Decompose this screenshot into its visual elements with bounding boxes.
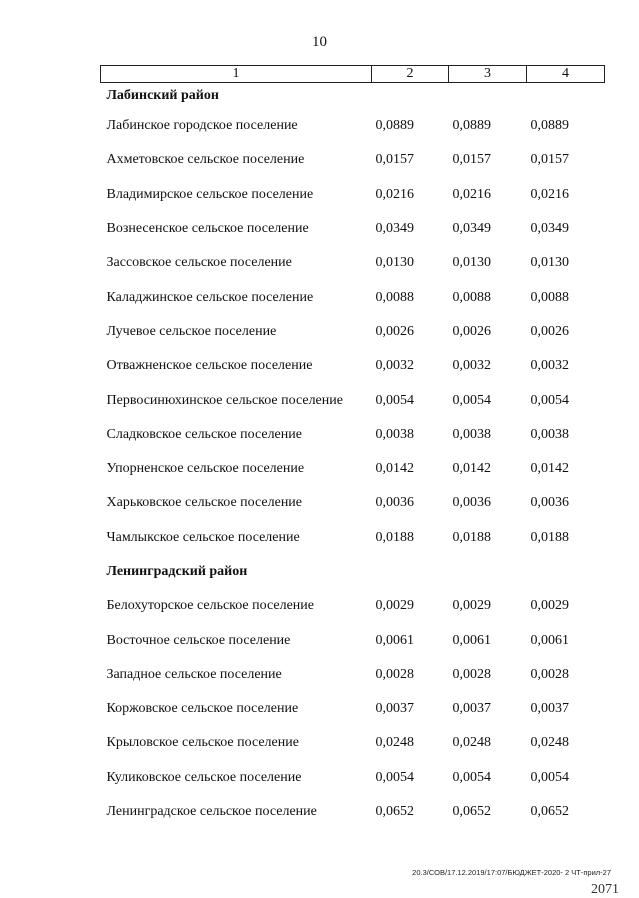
table-header: [101, 66, 605, 83]
value-col-2: 0,0088: [375, 289, 414, 305]
value-col-3: 0,0142: [452, 461, 491, 477]
table-row: [101, 452, 605, 486]
value-col-2: 0,0038: [375, 426, 414, 442]
value-col-4: 0,0652: [530, 804, 569, 820]
value-col-4: 0,0157: [530, 152, 569, 168]
value-col-2: 0,0142: [375, 461, 414, 477]
settlement-name: Коржовское сельское поселение: [106, 701, 299, 717]
value-col-4: 0,0188: [530, 529, 569, 545]
value-col-2: 0,0188: [375, 529, 414, 545]
value-col-4: 0,0349: [530, 221, 569, 237]
value-col-4: 0,0142: [530, 461, 569, 477]
value-col-3: 0,0026: [452, 323, 491, 339]
settlement-name: Каладжинское сельское поселение: [106, 289, 314, 305]
header-col-3: 3: [449, 66, 527, 83]
value-col-4: 0,0036: [530, 495, 569, 511]
table-row: [101, 795, 605, 829]
value-col-3: 0,0028: [452, 666, 491, 682]
header-col-4: 4: [527, 66, 605, 83]
value-col-3: 0,0652: [452, 804, 491, 820]
value-col-3: 0,0054: [452, 769, 491, 785]
settlement-name: Упорненское сельское поселение: [106, 461, 305, 477]
table-row: [101, 623, 605, 657]
value-col-2: 0,0037: [375, 701, 414, 717]
table-row: [101, 212, 605, 246]
settlement-name: Ахметовское сельское поселение: [106, 152, 305, 168]
table-row: [101, 521, 605, 555]
value-col-3: 0,0157: [452, 152, 491, 168]
value-col-4: 0,0216: [530, 186, 569, 202]
value-col-2: 0,0029: [375, 598, 414, 614]
settlement-name: Отважненское сельское поселение: [106, 358, 313, 374]
value-col-3: 0,0032: [452, 358, 491, 374]
value-col-4: 0,0130: [530, 255, 569, 271]
value-col-4: 0,0061: [530, 632, 569, 648]
value-col-3: 0,0088: [452, 289, 491, 305]
table-row: [101, 143, 605, 177]
settlement-name: Ленинградское сельское поселение: [106, 804, 317, 820]
value-col-3: 0,0036: [452, 495, 491, 511]
value-col-3: 0,0029: [452, 598, 491, 614]
allocation-table: [100, 65, 605, 829]
value-col-2: 0,0349: [375, 221, 414, 237]
value-col-3: 0,0038: [452, 426, 491, 442]
value-col-4: 0,0028: [530, 666, 569, 682]
table-row: [101, 349, 605, 383]
value-col-3: 0,0216: [452, 186, 491, 202]
header-col-1: 1: [101, 66, 372, 83]
value-col-2: 0,0652: [375, 804, 414, 820]
settlement-name: Вознесенское сельское поселение: [106, 221, 309, 237]
settlement-name: Крыловское сельское поселение: [106, 735, 299, 751]
settlement-name: Чамлыкское сельское поселение: [106, 529, 300, 545]
value-col-3: 0,0054: [452, 392, 491, 408]
settlement-name: Владимирское сельское поселение: [106, 186, 314, 202]
value-col-4: 0,0889: [530, 118, 569, 134]
table-row: [101, 315, 605, 349]
table-body: [101, 83, 605, 830]
settlement-name: Харьковское сельское поселение: [106, 495, 303, 511]
table-row: [101, 658, 605, 692]
settlement-name: Лабинское городское поселение: [106, 118, 298, 134]
value-col-3: 0,0130: [452, 255, 491, 271]
settlement-name: Белохуторское сельское поселение: [106, 598, 314, 614]
value-col-2: 0,0248: [375, 735, 414, 751]
value-col-4: 0,0054: [530, 769, 569, 785]
table-row: [101, 726, 605, 760]
settlement-name: Западное сельское поселение: [106, 666, 282, 682]
value-col-3: 0,0188: [452, 529, 491, 545]
value-col-2: 0,0026: [375, 323, 414, 339]
value-col-3: 0,0061: [452, 632, 491, 648]
value-col-4: 0,0038: [530, 426, 569, 442]
settlement-name: Первосинюхинское сельское поселение: [106, 392, 343, 408]
value-col-2: 0,0054: [375, 769, 414, 785]
header-col-2: 2: [372, 66, 449, 83]
settlement-name: Лучевое сельское поселение: [106, 323, 277, 339]
district-row: [101, 555, 605, 589]
table-row: [101, 178, 605, 212]
settlement-name: Куликовское сельское поселение: [106, 769, 302, 785]
settlement-name: Зассовское сельское поселение: [106, 255, 292, 271]
value-col-4: 0,0026: [530, 323, 569, 339]
value-col-2: 0,0054: [375, 392, 414, 408]
value-col-2: 0,0889: [375, 118, 414, 134]
value-col-2: 0,0157: [375, 152, 414, 168]
footer-code: 20.3/СОВ/17.12.2019/17:07/БЮДЖЕТ-2020- 2 ЧТ-прил-27: [412, 868, 611, 877]
value-col-2: 0,0130: [375, 255, 414, 271]
value-col-4: 0,0029: [530, 598, 569, 614]
stamp-number: 2071: [591, 882, 619, 897]
value-col-3: 0,0349: [452, 221, 491, 237]
table-row: [101, 692, 605, 726]
value-col-2: 0,0032: [375, 358, 414, 374]
value-col-3: 0,0889: [452, 118, 491, 134]
value-col-4: 0,0037: [530, 701, 569, 717]
district-row: [101, 83, 605, 110]
table-row: [101, 486, 605, 520]
value-col-3: 0,0248: [452, 735, 491, 751]
table-row: [101, 589, 605, 623]
district-name: Лабинский район: [106, 88, 219, 103]
table-row: [101, 383, 605, 417]
table-row: [101, 246, 605, 280]
district-name: Ленинградский район: [106, 564, 248, 579]
settlement-name: Сладковское сельское поселение: [106, 426, 302, 442]
value-col-2: 0,0216: [375, 186, 414, 202]
value-col-2: 0,0061: [375, 632, 414, 648]
settlement-name: Восточное сельское поселение: [106, 632, 291, 648]
value-col-4: 0,0088: [530, 289, 569, 305]
table-row: [101, 109, 605, 143]
value-col-4: 0,0032: [530, 358, 569, 374]
value-col-2: 0,0036: [375, 495, 414, 511]
value-col-3: 0,0037: [452, 701, 491, 717]
header-row: [101, 66, 605, 83]
page-number: 10: [312, 34, 327, 50]
value-col-4: 0,0054: [530, 392, 569, 408]
value-col-2: 0,0028: [375, 666, 414, 682]
value-col-4: 0,0248: [530, 735, 569, 751]
table-row: [101, 761, 605, 795]
table-row: [101, 280, 605, 314]
table-row: [101, 418, 605, 452]
